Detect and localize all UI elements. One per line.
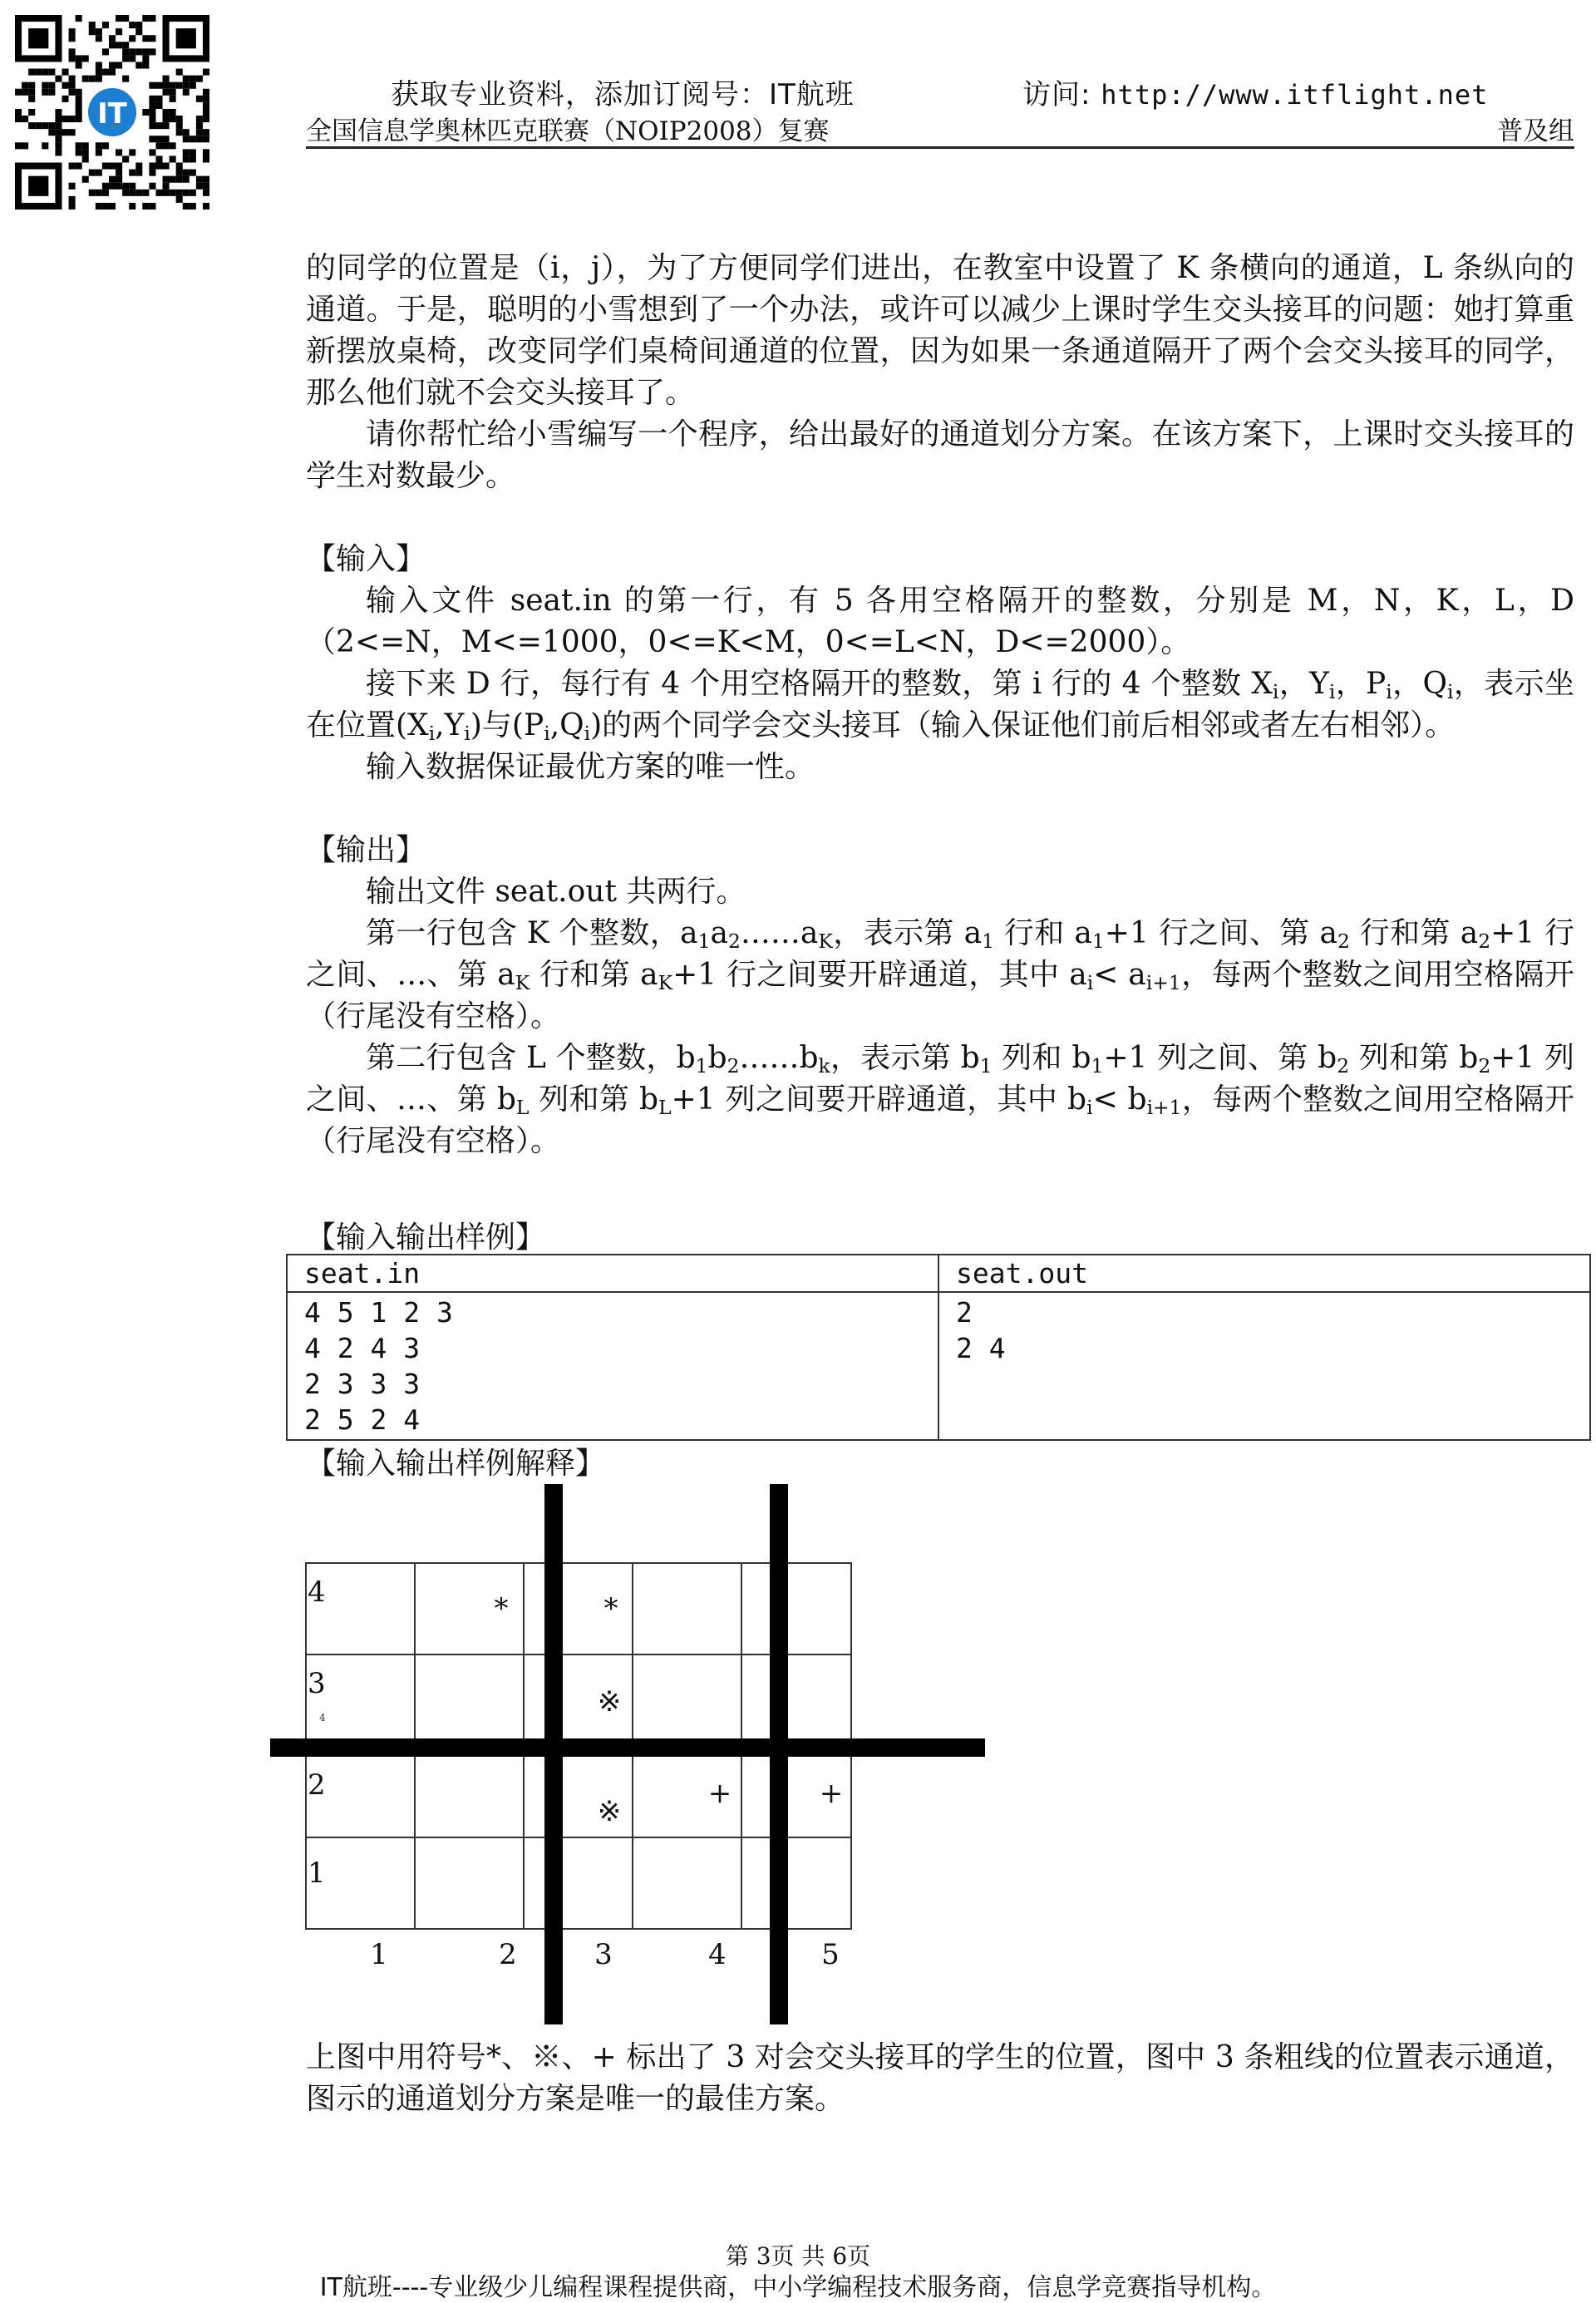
col-label: 4 xyxy=(708,1938,727,1971)
sample-header-row xyxy=(287,1255,1590,1292)
pair-mark-ref: ※ xyxy=(597,1795,622,1828)
row-label: 2 xyxy=(308,1768,326,1802)
pair-mark-star: * xyxy=(603,1592,618,1625)
output-line: 2 4 xyxy=(956,1332,1006,1364)
output-line: 2 xyxy=(956,1296,973,1329)
output-para-1: 输出文件 seat.out 共两行。 xyxy=(366,875,746,909)
footer-slogan: IT航班----专业级少儿编程课程提供商，中小学编程技术服务商，信息学竞赛指导机构。 xyxy=(319,2273,1277,2302)
paragraph-2: 请你帮忙给小雪编写一个程序，给出最好的通道划分方案。在该方案下，上课时交头接耳的学生对数最少。 xyxy=(306,417,1574,493)
page-number: 第 3页 共 6页 xyxy=(725,2242,871,2270)
sample-data-row xyxy=(287,1292,1590,1440)
sample-output-cell xyxy=(938,1292,1590,1440)
problem-body xyxy=(306,248,1574,1162)
site-url-link[interactable]: http://www.itflight.net xyxy=(1101,79,1489,111)
col-label: 2 xyxy=(499,1938,517,1971)
sample-input-cell xyxy=(287,1292,938,1440)
contest-title: 全国信息学奥林匹克联赛（NOIP2008）复赛 xyxy=(306,116,830,146)
visit-label: 访问: xyxy=(1022,78,1091,111)
pair-mark-plus: + xyxy=(707,1777,732,1810)
header-rule xyxy=(306,146,1574,149)
vertical-channel xyxy=(770,1484,788,2024)
row-label: 1 xyxy=(308,1857,326,1890)
qr-logo-text: IT xyxy=(97,96,127,130)
vertical-channel xyxy=(544,1484,563,2024)
col-labels xyxy=(370,1938,840,1971)
input-para-1: 输入文件 seat.in 的第一行，有 5 各用空格隔开的整数，分别是 M，N，K，L，D（2<=N，M<=1000，0<=K<M，0<=L<N，D<=2000）。 xyxy=(306,584,1574,659)
col-label: 3 xyxy=(594,1938,613,1971)
input-heading: 【输入】 xyxy=(306,542,426,576)
output-heading: 【输出】 xyxy=(306,833,426,867)
sample-table xyxy=(286,1254,1591,1441)
horizontal-channel xyxy=(270,1738,985,1757)
pair-mark-plus: + xyxy=(819,1777,844,1810)
seat-diagram xyxy=(266,1480,998,2029)
small-mark: 4 xyxy=(319,1712,326,1724)
explanation-caption: 上图中用符号*、※、+ 标出了 3 对会交头接耳的学生的位置，图中 3 条粗线的位置表示通道，图示的通道划分方案是唯一的最佳方案。 xyxy=(306,2040,1574,2116)
qr-code xyxy=(15,15,209,210)
input-para-2: 接下来 D 行，每行有 4 个用空格隔开的整数，第 i 行的 4 个整数 $X_i$，$Y_i$，$P_i$，$Q_i$，表示坐在位置$(X_i,Y_i)$与$(P_i,Q_i)$的两个同学会交头接耳（输入保证他们前后相邻或者左右相邻）。 xyxy=(306,667,1574,745)
input-line: 4 2 4 3 xyxy=(304,1332,421,1364)
sample-title: 【输入输出样例】 xyxy=(306,1221,546,1255)
visit-line xyxy=(1022,72,1488,112)
input-line: 2 5 2 4 xyxy=(304,1403,421,1436)
paragraph-1: 的同学的位置是（i，j），为了方便同学们进出，在教室中设置了 K 条横向的通道，L 条纵向的通道。于是，聪明的小雪想到了一个办法，或许可以减少上课时学生交头接耳的问题：她打算重新摆放桌椅，改变同学们桌椅间通道的位置，因为如果一条通道隔开了两个会交头接耳的同学，那么他们就不会交头接耳了。 xyxy=(306,251,1574,410)
output-para-2: 第一行包含 K 个整数，$a_1a_2\dots\dots a_K$，表示第 $a_1$ 行和 $a_1+1$ 行之间、第 $a_2$ 行和第 $a_2+1$ 行之间、…、第 $a_K$ 行和第 $a_K+1$ 行之间要开辟通道，其中 $a_i< a_{i+1}$，每两个整数之间用空格隔开（行尾没有空格）。 xyxy=(306,916,1575,1033)
sample-output-header: seat.out xyxy=(938,1255,1590,1292)
row-label: 4 xyxy=(308,1576,326,1609)
row-labels xyxy=(308,1576,326,1890)
promo-text: 获取专业资料，添加订阅号：IT航班 xyxy=(391,78,855,111)
input-para-3: 输入数据保证最优方案的唯一性。 xyxy=(366,750,815,784)
output-para-3: 第二行包含 L 个整数，$b_1b_2\dots\dots b_k$，表示第 $b_1$ 列和 $b_1+1$ 列之间、第 $b_2$ 列和第 $b_2+1$ 列之间、…、第 $b_L$ 列和第 $b_L+1$ 列之间要开辟通道，其中 $b_i< b_{i+1}$，每两个整数之间用空格隔开（行尾没有空格）。 xyxy=(306,1041,1574,1158)
explanation-title: 【输入输出样例解释】 xyxy=(306,1447,606,1481)
input-line: 2 3 3 3 xyxy=(304,1368,421,1400)
pair-mark-star: * xyxy=(494,1592,509,1625)
col-label: 5 xyxy=(821,1938,840,1971)
group-label: 普及组 xyxy=(1497,116,1574,146)
sample-input-header: seat.in xyxy=(287,1255,938,1292)
col-label: 1 xyxy=(370,1938,388,1971)
row-label: 3 xyxy=(308,1667,326,1700)
input-line: 4 5 1 2 3 xyxy=(304,1296,453,1329)
pair-mark-ref: ※ xyxy=(597,1685,622,1719)
